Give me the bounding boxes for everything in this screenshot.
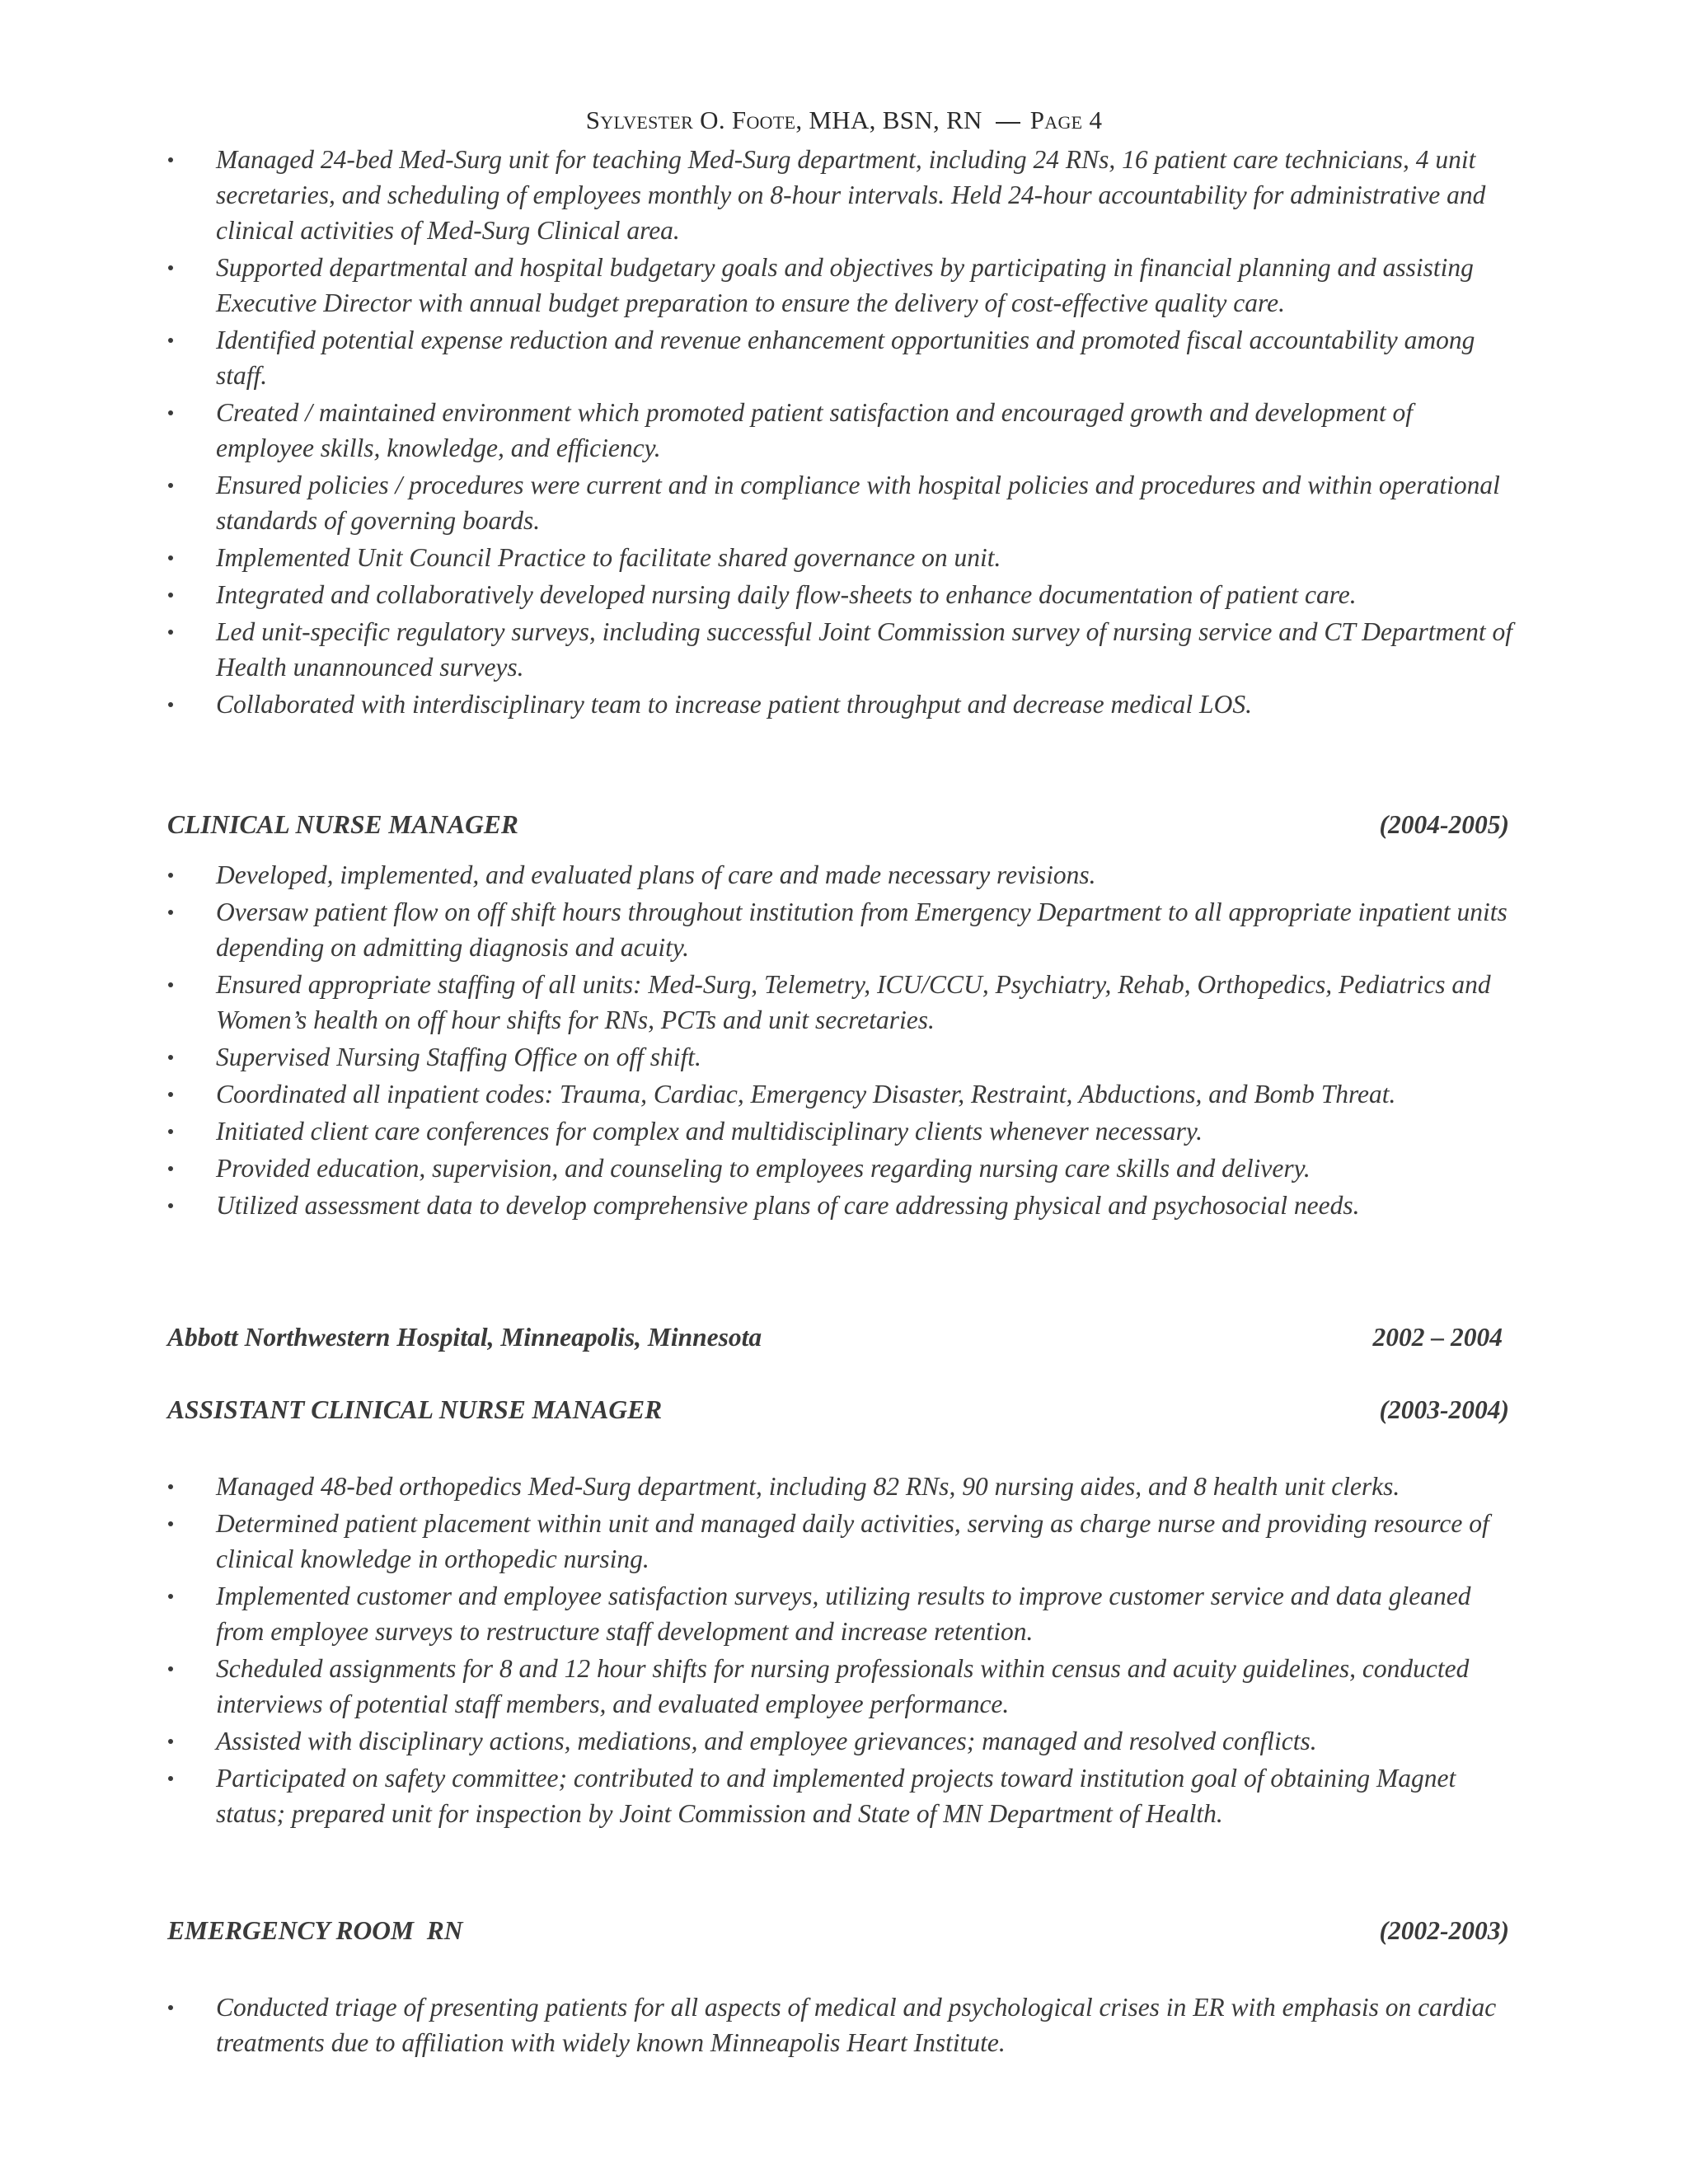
assistant-manager-heading <box>167 1395 1509 1425</box>
job-title: ASSISTANT CLINICAL NURSE MANAGER <box>167 1395 663 1424</box>
job-dates: (2003-2004) <box>1379 1395 1509 1424</box>
list-item: Participated on safety committee; contributed to and implemented projects toward institution goal of obtaining Magnet status; prepared unit for inspection by Joint Commission and State of MN Department of Health. <box>165 1760 1517 1831</box>
list-item: Assisted with disciplinary actions, mediations, and employee grievances; managed and resolved conflicts. <box>165 1723 1517 1759</box>
list-item: Scheduled assignments for 8 and 12 hour shifts for nursing professionals within census and acuity guidelines, conducted interviews of potential staff members, and evaluated employee performance. <box>165 1651 1517 1722</box>
list-item: Oversaw patient flow on off shift hours throughout institution from Emergency Department to all appropriate inpatient units depending on admitting diagnosis and acuity. <box>165 894 1517 965</box>
list-item: Implemented Unit Council Practice to facilitate shared governance on unit. <box>165 540 1517 575</box>
section1-bullet-list <box>165 142 1517 724</box>
list-item: Developed, implemented, and evaluated plans of care and made necessary revisions. <box>165 857 1517 893</box>
list-item: Led unit-specific regulatory surveys, including successful Joint Commission survey of nursing service and CT Department of Health unannounced surveys. <box>165 614 1517 685</box>
list-item: Conducted triage of presenting patients for all aspects of medical and psychological crises in ER with emphasis on cardiac treatments due to affiliation with widely known Minneapolis Heart Institute. <box>165 1990 1517 2060</box>
candidate-name: Sylvester O. Foote, MHA, BSN, RN <box>585 105 982 134</box>
list-item: Utilized assessment data to develop comprehensive plans of care addressing physical and psychosocial needs. <box>165 1188 1517 1223</box>
job-title: EMERGENCY ROOM RN <box>167 1916 463 1945</box>
header-dash <box>996 122 1020 124</box>
job-dates: (2004-2005) <box>1379 810 1509 839</box>
list-item: Determined patient placement within unit and managed daily activities, serving as charge nurse and providing resource of clinical knowledge in orthopedic nursing. <box>165 1506 1517 1577</box>
list-item: Managed 24-bed Med-Surg unit for teaching Med-Surg department, including 24 RNs, 16 patient care technicians, 4 unit secretaries, and scheduling of employees monthly on 8-hour intervals. Held 24-hour accountability for administrative and clinical activities of Med-Surg Clinical area. <box>165 142 1517 248</box>
list-item: Implemented customer and employee satisfaction surveys, utilizing results to improve customer service and data gleaned from employee surveys to restructure staff development and increase retention. <box>165 1578 1517 1649</box>
list-item: Integrated and collaboratively developed nursing daily flow-sheets to enhance documentation of patient care. <box>165 577 1517 612</box>
job-dates: (2002-2003) <box>1379 1916 1509 1945</box>
assistant-manager-bullet-list <box>165 1469 1517 1833</box>
list-item: Supervised Nursing Staffing Office on off shift. <box>165 1039 1517 1075</box>
clinical-nurse-manager-heading <box>167 810 1509 840</box>
employer-heading <box>167 1323 1503 1352</box>
list-item: Created / maintained environment which promoted patient satisfaction and encouraged growth and development of employee skills, knowledge, and efficiency. <box>165 395 1517 466</box>
job-title: CLINICAL NURSE MANAGER <box>167 810 518 839</box>
list-item: Coordinated all inpatient codes: Trauma, Cardiac, Emergency Disaster, Restraint, Abductions, and Bomb Threat. <box>165 1076 1517 1112</box>
clinical-nurse-manager-bullet-list <box>165 857 1517 1225</box>
list-item: Supported departmental and hospital budgetary goals and objectives by participating in financial planning and assisting Executive Director with annual budget preparation to ensure the delivery of cost-effective quality care. <box>165 250 1517 321</box>
list-item: Managed 48-bed orthopedics Med-Surg department, including 82 RNs, 90 nursing aides, and 8 health unit clerks. <box>165 1469 1517 1504</box>
list-item: Collaborated with interdisciplinary team to increase patient throughput and decrease medical LOS. <box>165 687 1517 722</box>
list-item: Ensured policies / procedures were current and in compliance with hospital policies and procedures and within operational standards of governing boards. <box>165 467 1517 538</box>
list-item: Ensured appropriate staffing of all units: Med-Surg, Telemetry, ICU/CCU, Psychiatry, Rehab, Orthopedics, Pediatrics and Women’s health on off hour shifts for RNs, PCTs and unit secretaries. <box>165 967 1517 1038</box>
emergency-room-rn-heading <box>167 1916 1509 1946</box>
list-item: Initiated client care conferences for complex and multidisciplinary clients whenever necessary. <box>165 1113 1517 1149</box>
list-item: Identified potential expense reduction and revenue enhancement opportunities and promoted fiscal accountability among staff. <box>165 322 1517 393</box>
employer-name: Abbott Northwestern Hospital, Minneapolis, Minnesota <box>167 1323 762 1352</box>
employer-dates: 2002 – 2004 <box>1372 1323 1503 1352</box>
list-item: Provided education, supervision, and counseling to employees regarding nursing care skills and delivery. <box>165 1151 1517 1186</box>
page-header <box>0 105 1688 135</box>
page-number: Page 4 <box>1029 105 1103 134</box>
emergency-room-rn-bullet-list <box>165 1990 1517 2062</box>
